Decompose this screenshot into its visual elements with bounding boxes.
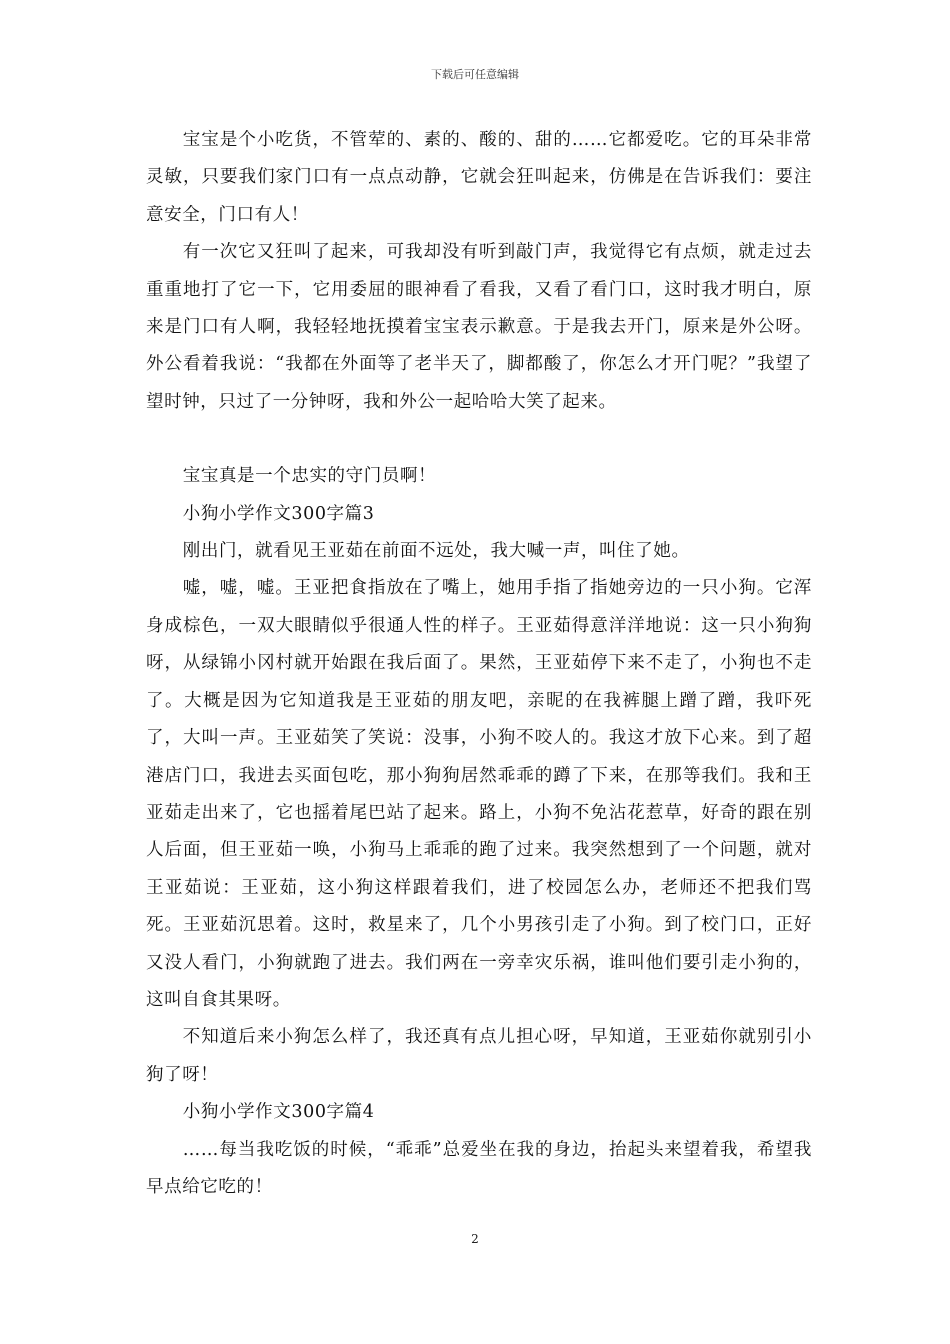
page-header: 下载后可任意编辑 <box>431 68 519 81</box>
section-heading-3: 小狗小学作文300字篇3 <box>182 503 375 524</box>
paragraph-1: 宝宝是个小吃货，不管荤的、素的、酸的、甜的……它都爱吃。它的耳朵非常灵敏，只要我们家门口有一点点动静，它就会狂叫起来，仿佛是在告诉我们：要注意安全，门口有人！ <box>146 130 812 225</box>
paragraph-4: 刚出门，就看见王亚茹在前面不远处，我大喊一声，叫住了她。 <box>182 541 690 562</box>
section-heading-4: 小狗小学作文300字篇4 <box>182 1102 375 1123</box>
paragraph-6: 不知道后来小狗怎么样了，我还真有点儿担心呀，早知道，王亚茹你就别引小狗了呀！ <box>146 1027 812 1085</box>
paragraph-5: 嘘，嘘，嘘。王亚把食指放在了嘴上，她用手指了指她旁边的一只小狗。它浑身成棕色，一双大眼睛似乎很通人性的样子。王亚茹得意洋洋地说：这一只小狗狗呀，从绿锦小冈村就开始跟在我后面了。果然，王亚茹停下来不走了，小狗也不走了。大概是因为它知道我是王亚茹的朋友吧，亲昵的在我裤腿上蹭了蹭，我吓死了，大叫一声。王亚茹笑了笑说：没事，小狗不咬人的。我这才放下心来。到了超港店门口，我进去买面包吃，那小狗狗居然乖乖的蹲了下来，在那等我们。我和王亚茹走出来了，它也摇着尾巴站了起来。路上，小狗不免沾花惹草，好奇的跟在别人后面，但王亚茹一唤，小狗马上乖乖的跑了过来。我突然想到了一个问题，就对王亚茹说：王亚茹，这小狗这样跟着我们，进了校园怎么办，老师还不把我们骂死。王亚茹沉思着。这时，救星来了，几个小男孩引走了小狗。到了校门口，正好又没人看门，小狗就跑了进去。我们两在一旁幸灾乐祸，谁叫他们要引走小狗的，这叫自食其果呀。 <box>146 578 812 1010</box>
page-number: 2 <box>471 1232 479 1246</box>
document-body <box>146 122 812 1206</box>
paragraph-2: 有一次它又狂叫了起来，可我却没有听到敲门声，我觉得它有点烦，就走过去重重地打了它一下，它用委屈的眼神看了看我，又看了看门口，这时我才明白，原来是门口有人啊，我轻轻地抚摸着宝宝表示歉意。于是我去开门，原来是外公呀。外公看着我说：“我都在外面等了老半天了，脚都酸了，你怎么才开门呢？”我望了望时钟，只过了一分钟呀，我和外公一起哈哈大笑了起来。 <box>146 242 812 412</box>
paragraph-3: 宝宝真是一个忠实的守门员啊！ <box>182 466 437 487</box>
paragraph-7: ……每当我吃饭的时候，“乖乖”总爱坐在我的身边，抬起头来望着我，希望我早点给它吃的！ <box>146 1139 812 1197</box>
